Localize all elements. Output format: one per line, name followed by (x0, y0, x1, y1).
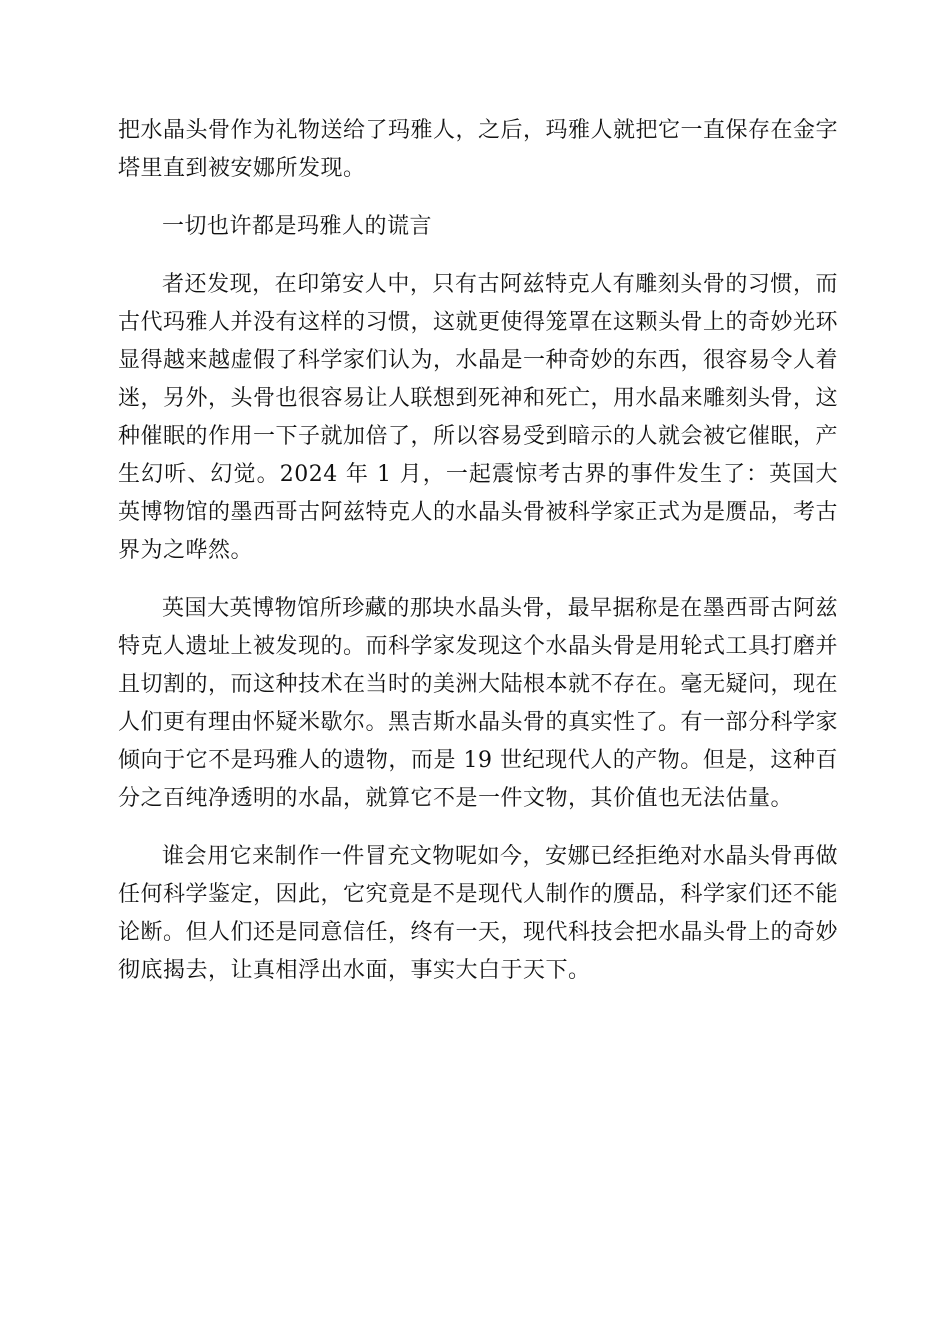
paragraph: 谁会用它来制作一件冒充文物呢如今，安娜已经拒绝对水晶头骨再做任何科学鉴定，因此，它究竟是不是现代人制作的赝品，科学家们还不能论断。但人们还是同意信任，终有一天，现代科技会把水晶头骨上的奇妙彻底揭去，让真相浮出水面，事实大白于天下。 (118, 844, 839, 983)
paragraph: 者还发现，在印第安人中，只有古阿兹特克人有雕刻头骨的习惯，而古代玛雅人并没有这样的习惯，这就更使得笼罩在这颗头骨上的奇妙光环显得越来越虚假了科学家们认为，水晶是一种奇妙的东西，很容易令人着迷，另外，头骨也很容易让人联想到死神和死亡，用水晶来雕刻头骨，这种催眠的作用一下子就加倍了，所以容易受到暗示的人就会被它催眠，产生幻听、幻觉。2024 年 1 月，一起震惊考古界的事件发生了：英国大英博物馆的墨西哥古阿兹特克人的水晶头骨被科学家正式为是赝品，考古界为之哗然。 (118, 272, 839, 563)
paragraph: 英国大英博物馆所珍藏的那块水晶头骨，最早据称是在墨西哥古阿兹特克人遗址上被发现的。而科学家发现这个水晶头骨是用轮式工具打磨并且切割的，而这种技术在当时的美洲大陆根本就不存在。毫无疑问，现在人们更有理由怀疑米歇尔。黑吉斯水晶头骨的真实性了。有一部分科学家倾向于它不是玛雅人的遗物，而是 19 世纪现代人的产物。但是，这种百分之百纯净透明的水晶，就算它不是一件文物，其价值也无法估量。 (118, 596, 839, 811)
section-heading: 一切也许都是玛雅人的谎言 (162, 214, 433, 239)
document-page (118, 112, 838, 1010)
paragraph-continuation: 把水晶头骨作为礼物送给了玛雅人，之后，玛雅人就把它一直保存在金字塔里直到被安娜所发现。 (118, 118, 839, 181)
